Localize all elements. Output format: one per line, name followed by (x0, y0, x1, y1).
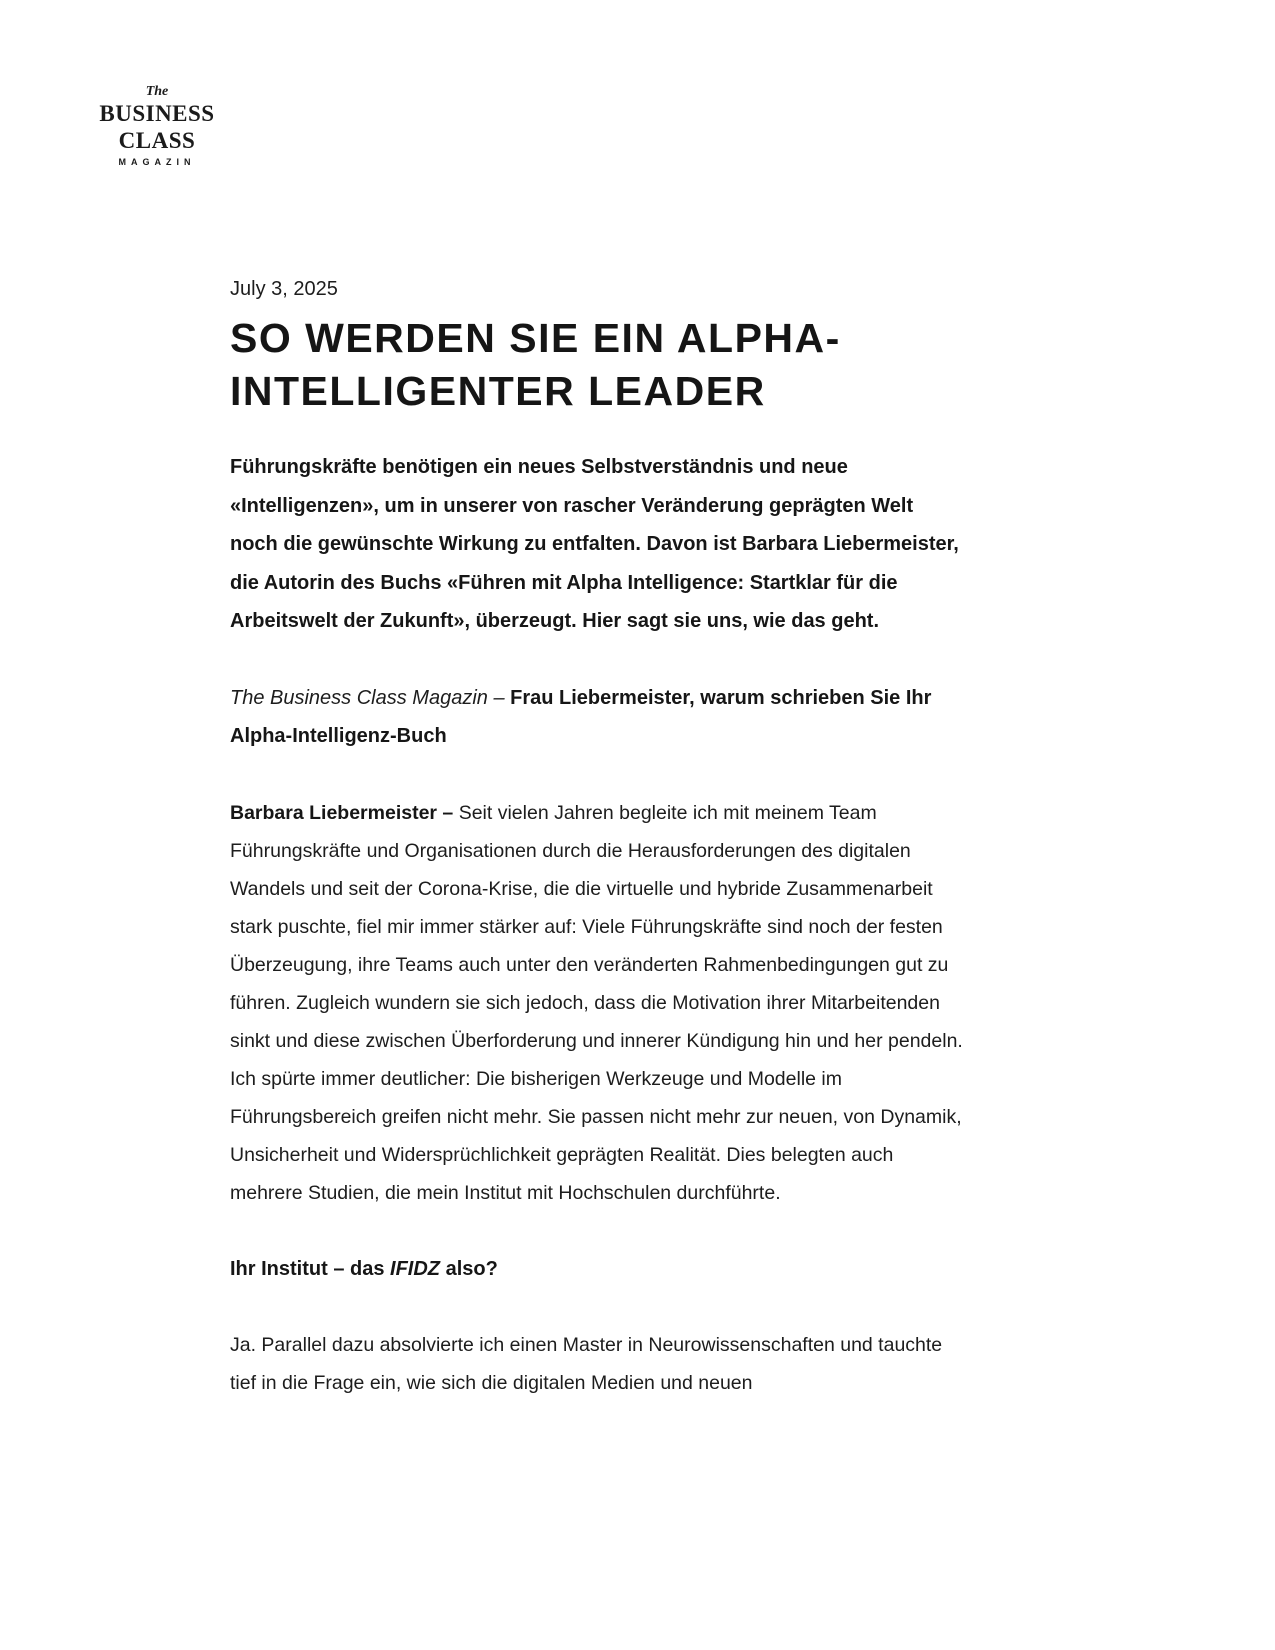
logo-magazin: MAGAZIN (118, 157, 196, 167)
question-1-magazine-name: The Business Class Magazin (230, 686, 488, 709)
logo-class: CLASS (118, 128, 196, 153)
article-date: July 3, 2025 (230, 278, 338, 300)
article-intro: Führungskräfte benötigen ein neues Selbstverständnis und neue «Intelligenzen», um in unserer von rascher Veränderung geprägten Welt noch die gewünschte Wirkung zu entfalten. Davon ist Barbara Liebermeister, die Autorin des Buchs «Führen mit Alpha Intelligence: Startklar für die Arbeitswelt der Zukunft», überzeugt. Hier sagt sie uns, wie das geht. (230, 456, 959, 632)
answer-1-text: Seit vielen Jahren begleite ich mit meinem Team Führungskräfte und Organisationen durch die Herausforderungen des digitalen Wandels und seit der Corona-Krise, die die virtuelle und hybride Zusammenarbeit stark puschte, fiel mir immer stärker auf: Viele Führungskräfte sind noch der festen Überzeugung, ihre Teams auch unter den veränderten Rahmenbedingungen gut zu führen. Zugleich wundern sie sich jedoch, dass die Motivation ihrer Mitarbeitenden sinkt und diese zwischen Überforderung und innerer Kündigung hin und her pendeln. Ich spürte immer deutlicher: Die bisherigen Werkzeuge und Modelle im Führungsbereich greifen nicht mehr. Sie passen nicht mehr zur neuen, von Dynamik, Unsicherheit und Widersprüchlichkeit geprägten Realität. Dies belegten auch mehrere Studien, die mein Institut mit Hochschulen durchführte. (230, 801, 963, 1204)
interview-question-2 (230, 1250, 966, 1289)
logo-the: The (145, 84, 169, 99)
magazine-logo[interactable] (92, 84, 222, 167)
article-content (230, 276, 966, 1402)
question-1-text: Frau Liebermeister, warum schrieben Sie Ihr Alpha-Intelligenz-Buch (230, 686, 932, 747)
question-2-pre: Ihr Institut – das (230, 1257, 391, 1280)
logo-business: BUSINESS (99, 101, 215, 126)
answer-1-speaker: Barbara Liebermeister – (230, 801, 459, 824)
interview-answer-1 (230, 794, 966, 1212)
interview-question-1 (230, 679, 966, 756)
question-2-emphasis: IFIDZ (390, 1257, 441, 1280)
question-1-separator: – (487, 686, 511, 709)
question-2-post: also? (440, 1257, 498, 1280)
article-title: SO WERDEN SIE EIN ALPHA-INTELLIGENTER LEADER (230, 315, 841, 414)
interview-answer-2: Ja. Parallel dazu absolvierte ich einen Master in Neurowissenschaften und tauchte tief in die Frage ein, wie sich die digitalen Medien und neuen (230, 1334, 943, 1394)
